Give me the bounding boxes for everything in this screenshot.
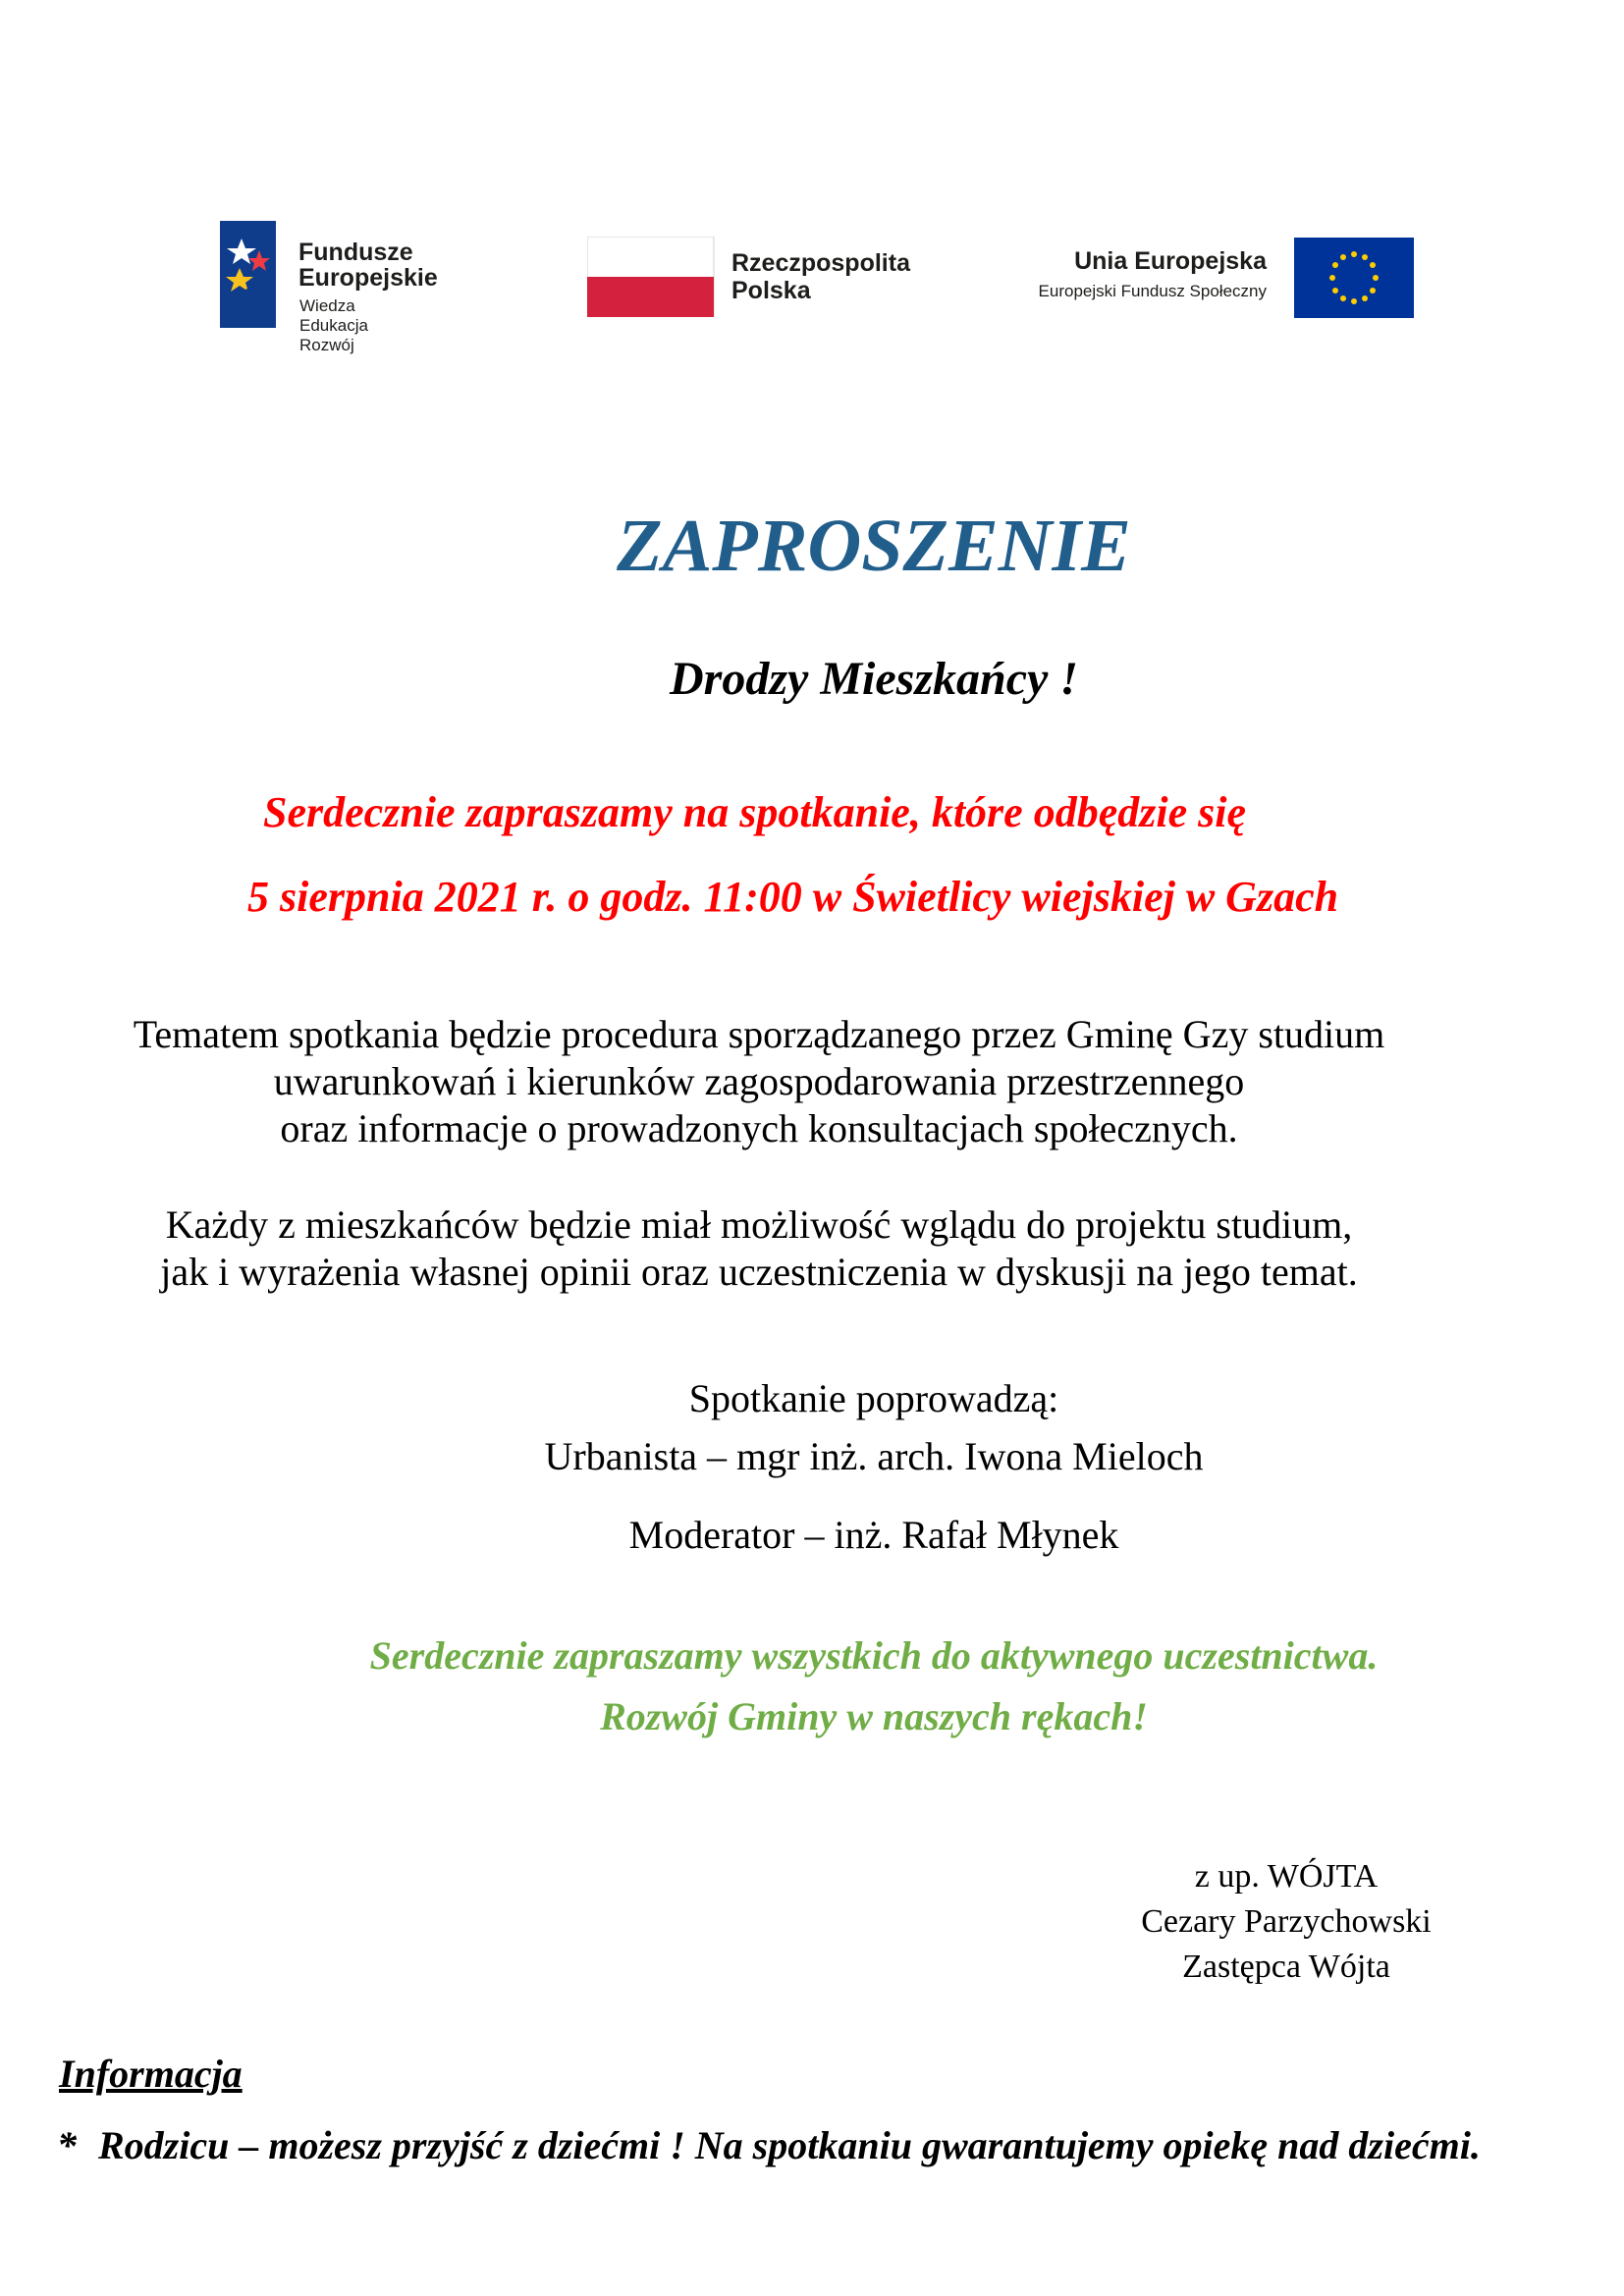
signature-name: Cezary Parzychowski bbox=[1141, 1903, 1432, 1940]
closing-line-1: Serdecznie zapraszamy wszystkich do aktywnego uczestnictwa. bbox=[369, 1633, 1379, 1678]
eu-flag-icon bbox=[1294, 238, 1414, 318]
polska-logo-line1: Rzeczpospolita bbox=[731, 249, 910, 277]
paragraph-topic-line-3: oraz informacje o prowadzonych konsultacjach społecznych. bbox=[280, 1106, 1238, 1150]
paragraph-topic-line-2: uwarunkowań i kierunków zagospodarowania przestrzennego bbox=[273, 1059, 1245, 1103]
signature-role: Zastępca Wójta bbox=[1182, 1949, 1390, 1985]
greeting: Drodzy Mieszkańcy ! bbox=[670, 653, 1078, 705]
closing-line-2: Rozwój Gminy w naszych rękach! bbox=[600, 1694, 1148, 1738]
paragraph-topic bbox=[0, 1011, 1518, 1152]
host-moderator: Moderator – inż. Rafał Młynek bbox=[628, 1513, 1119, 1557]
unia-logo-line1: Unia Europejska bbox=[1074, 247, 1267, 275]
fundusze-logo-line1: Fundusze bbox=[298, 239, 413, 266]
invite-line-1: Serdecznie zapraszamy na spotkanie, które odbędzie się bbox=[263, 788, 1246, 836]
fundusze-logo-line2: Europejskie bbox=[298, 264, 438, 292]
unia-logo-line2: Europejski Fundusz Społeczny bbox=[1038, 282, 1267, 300]
polska-logo-line2: Polska bbox=[731, 277, 811, 304]
paragraph-topic-line-1: Tematem spotkania będzie procedura sporządzanego przez Gminę Gzy studium bbox=[133, 1012, 1385, 1056]
paragraph-participation-line-1: Każdy z mieszkańców będzie miał możliwość wglądu do projektu studium, bbox=[165, 1202, 1353, 1247]
host-urbanist: Urbanista – mgr inż. arch. Iwona Mieloch bbox=[544, 1434, 1204, 1478]
paragraph-participation-line-2: jak i wyrażenia własnej opinii oraz uczestniczenia w dyskusji na jego temat. bbox=[160, 1250, 1358, 1294]
hosts-heading: Spotkanie poprowadzą: bbox=[688, 1376, 1059, 1420]
signature-line-1: z up. WÓJTA bbox=[1194, 1858, 1379, 1895]
fundusze-europejskie-logo-icon bbox=[220, 221, 276, 328]
bullet-asterisk: * bbox=[57, 2123, 77, 2167]
info-heading: Informacja bbox=[59, 2052, 243, 2096]
info-note bbox=[57, 2118, 1510, 2173]
page-title: ZAPROSZENIE bbox=[617, 505, 1131, 587]
paragraph-participation bbox=[0, 1201, 1518, 1296]
fundusze-logo-tagline: Wiedza Edukacja Rozwój bbox=[299, 296, 368, 354]
info-note-text: Rodzicu – możesz przyjść z dziećmi ! Na spotkaniu gwarantujemy opiekę nad dziećmi. bbox=[98, 2123, 1481, 2167]
invite-line-2: 5 sierpnia 2021 r. o godz. 11:00 w Świetlicy wiejskiej w Gzach bbox=[247, 873, 1339, 921]
